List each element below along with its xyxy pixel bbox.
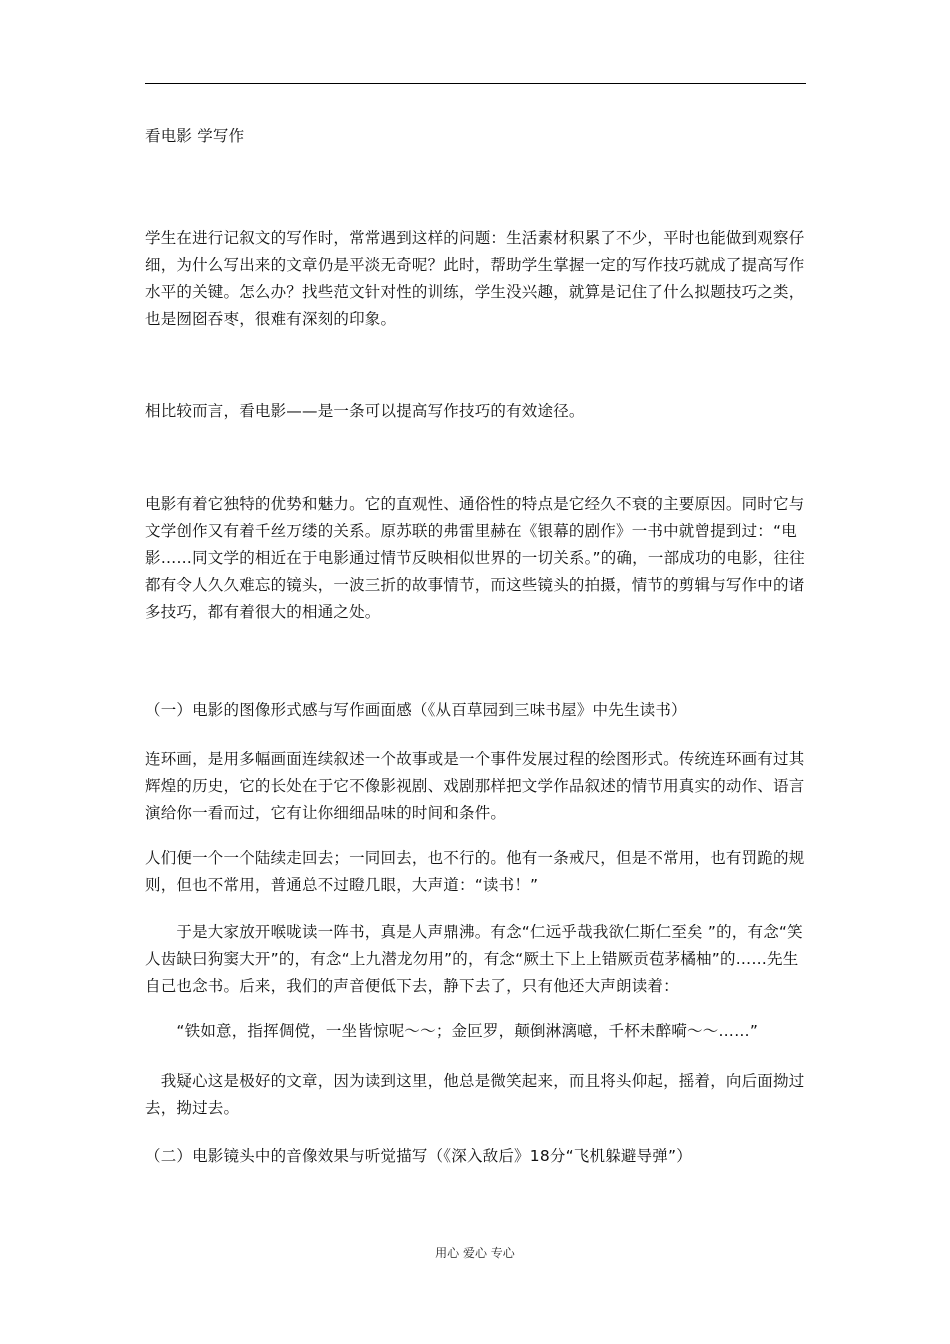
quote-paragraph-1: 人们便一个一个陆续走回去；一同回去，也不行的。他有一条戒尺，但是不常用，也有罚跪的规则，但也不常用，普通总不过瞪几眼，大声道：“读书！” (145, 849, 805, 894)
section-heading-2: （二）电影镜头中的音像效果与听觉描写（《深入敌后》18分“飞机躲避导弹”） (145, 1147, 692, 1165)
paragraph-thesis: 相比较而言，看电影——是一条可以提高写作技巧的有效途径。 (145, 402, 585, 420)
page-footer: 用心 爱心 专心 (435, 1246, 515, 1260)
header-rule (145, 83, 806, 84)
document-title: 看电影 学写作 (145, 127, 245, 145)
paragraph-intro: 学生在进行记叙文的写作时，常常遇到这样的问题：生活素材积累了不少，平时也能做到观察仔细，为什么写出来的文章仍是平淡无奇呢？此时，帮助学生掌握一定的写作技巧就成了提高写作水平的关键。怎么办？找些范文针对性的训练，学生没兴趣，就算是记住了什么拟题技巧之类，也是囫囵吞枣，很难有深刻的印象。 (145, 229, 805, 328)
quote-paragraph-3: “铁如意，指挥倜傥，一坐皆惊呢～～；金叵罗，颠倒淋漓噫，千杯未醉嗬～～……” (145, 1022, 759, 1040)
section-heading-1: （一）电影的图像形式感与写作画面感（《从百草园到三味书屋》中先生读书） (145, 701, 687, 719)
quote-paragraph-4: 我疑心这是极好的文章，因为读到这里，他总是微笑起来，而且将头仰起，摇着，向后面拗过去，拗过去。 (145, 1072, 805, 1117)
quote-paragraph-2: 于是大家放开喉咙读一阵书，真是人声鼎沸。有念“仁远乎哉我欲仁斯仁至矣 ”的，有念“笑人齿缺曰狗窦大开”的，有念“上九潜龙勿用”的，有念“厥土下上上错厥贡苞茅橘柚”的……先生自己也念书。后来，我们的声音便低下去，静下去了，只有他还大声朗读着： (145, 923, 803, 995)
paragraph-comics: 连环画，是用多幅画面连续叙述一个故事或是一个事件发展过程的绘图形式。传统连环画有过其辉煌的历史，它的长处在于它不像影视剧、戏剧那样把文学作品叙述的情节用真实的动作、语言演给你一看而过，它有让你细细品味的时间和条件。 (145, 750, 805, 822)
paragraph-film-literature: 电影有着它独特的优势和魅力。它的直观性、通俗性的特点是它经久不衰的主要原因。同时它与文学创作又有着千丝万缕的关系。原苏联的弗雷里赫在《银幕的剧作》一书中就曾提到过：“电影……同文学的相近在于电影通过情节反映相似世界的一切关系。”的确，一部成功的电影，往往都有令人久久难忘的镜头，一波三折的故事情节，而这些镜头的拍摄，情节的剪辑与写作中的诸多技巧，都有着很大的相通之处。 (145, 495, 805, 621)
